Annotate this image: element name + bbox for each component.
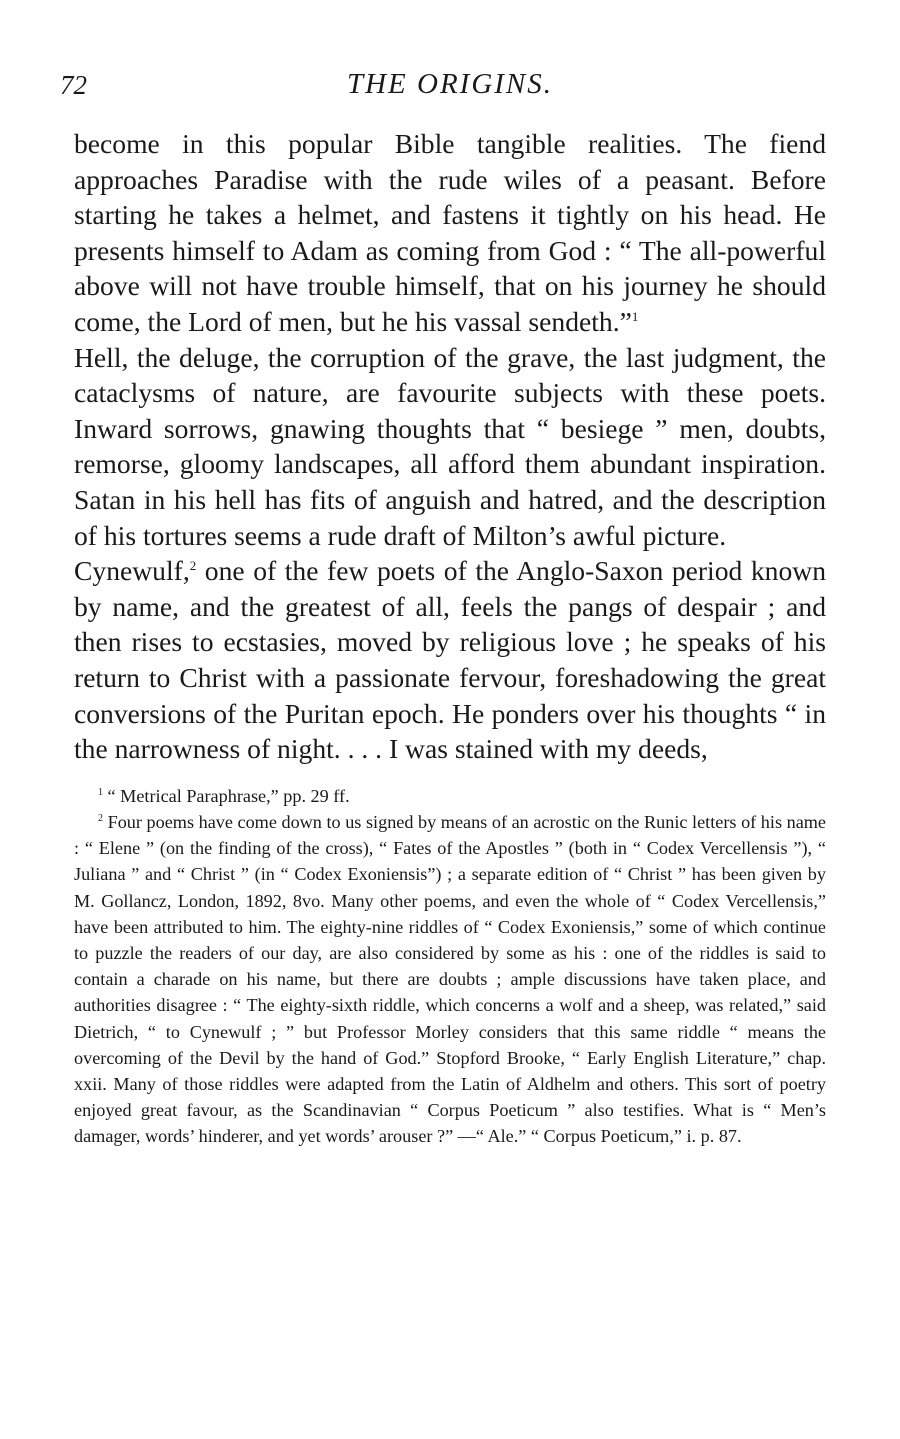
footnotes: [74, 783, 826, 1150]
paragraph-1-text: become in this popular Bible tangible realities. The fiend approaches Paradise with the rude wiles of a peasant. Before starting he takes a helmet, and fastens it tightly on his head. He presents himself to Adam as coming from God : “ The all-powerful above will not have trouble himself, that on his journey he should come, the Lord of men, but he his vassal sendeth.”: [74, 128, 826, 337]
page-header: [60, 0, 826, 110]
paragraph-1: [74, 126, 826, 340]
footnote-ref-2: 2: [189, 558, 197, 574]
paragraph-2: [74, 340, 826, 554]
paragraph-2-text: Hell, the deluge, the corruption of the grave, the last judgment, the cataclysms of nature, are favourite subjects with these poets. Inward sorrows, gnawing thoughts that “ besiege ” men, doubts, remorse, gloomy landscapes, all afford them abundant inspiration. Satan in his hell has fits of anguish and hatred, and the description of his tortures seems a rude draft of Milton’s awful picture.: [74, 341, 826, 551]
footnote-2-text: Four poems have come down to us signed by means of an acrostic on the Runic letters of his name : “ Elene ” (on the finding of the cross), “ Fates of the Apostles ” (both in “ Codex Vercellensis ”), “ Juliana ” and “ Christ ” (in “ Codex Exoniensis”) ; a separate edition of “ Christ ” has been given by M. Gollancz, London, 1892, 8vo. Many other poems, and even the whole of “ Codex Vercellensis,” have been attributed to him. The eighty-nine riddles of “ Codex Exoniensis,” some of which continue to puzzle the readers of our day, are also considered by some as his : one of the riddles is said to contain a charade on his name, but there are doubts ; ample discussions have taken place, and authorities disagree : “ The eighty-sixth riddle, which concerns a wolf and a sheep, was related,” said Dietrich, “ to Cynewulf ; ” but Professor Morley considers that this same riddle “ means the overcoming of the Devil by the hand of God.” Stopford Brooke, “ Early English Literature,” chap. xxii. Many of those riddles were adapted from the Latin of Aldhelm and others. This sort of poetry enjoyed great favour, as the Scandinavian “ Corpus Poeticum ” also testifies. What is “ Men’s damager, words’ hinderer, and yet words’ arouser ?” —“ Ale.” “ Corpus Poeticum,” i. p. 87.: [74, 811, 827, 1147]
footnote-1-text: “ Metrical Paraphrase,” pp. 29 ff.: [107, 785, 350, 806]
running-title: THE ORIGINS.: [346, 68, 554, 100]
footnote-ref-1: 1: [631, 308, 639, 324]
book-page: [60, 0, 827, 1150]
main-text: [74, 126, 826, 767]
paragraph-3-start: Cynewulf,: [74, 555, 190, 587]
footnote-2: [74, 809, 826, 1150]
footnote-1: [74, 783, 826, 809]
paragraph-3-text: one of the few poets of the Anglo-Saxon period known by name, and the greatest of all, feels the pangs of despair ; and then rises to ecstasies, moved by religious love ; he speaks of his return to Christ with a passionate fervour, foreshadowing the great conversions of the Puritan epoch. He ponders over his thoughts “ in the narrowness of night. . . . I was stained with my deeds,: [74, 555, 826, 765]
footnote-2-mark: 2: [98, 812, 103, 824]
page-number: 72: [60, 70, 87, 100]
paragraph-3: [74, 553, 826, 767]
footnote-1-mark: 1: [98, 786, 103, 798]
